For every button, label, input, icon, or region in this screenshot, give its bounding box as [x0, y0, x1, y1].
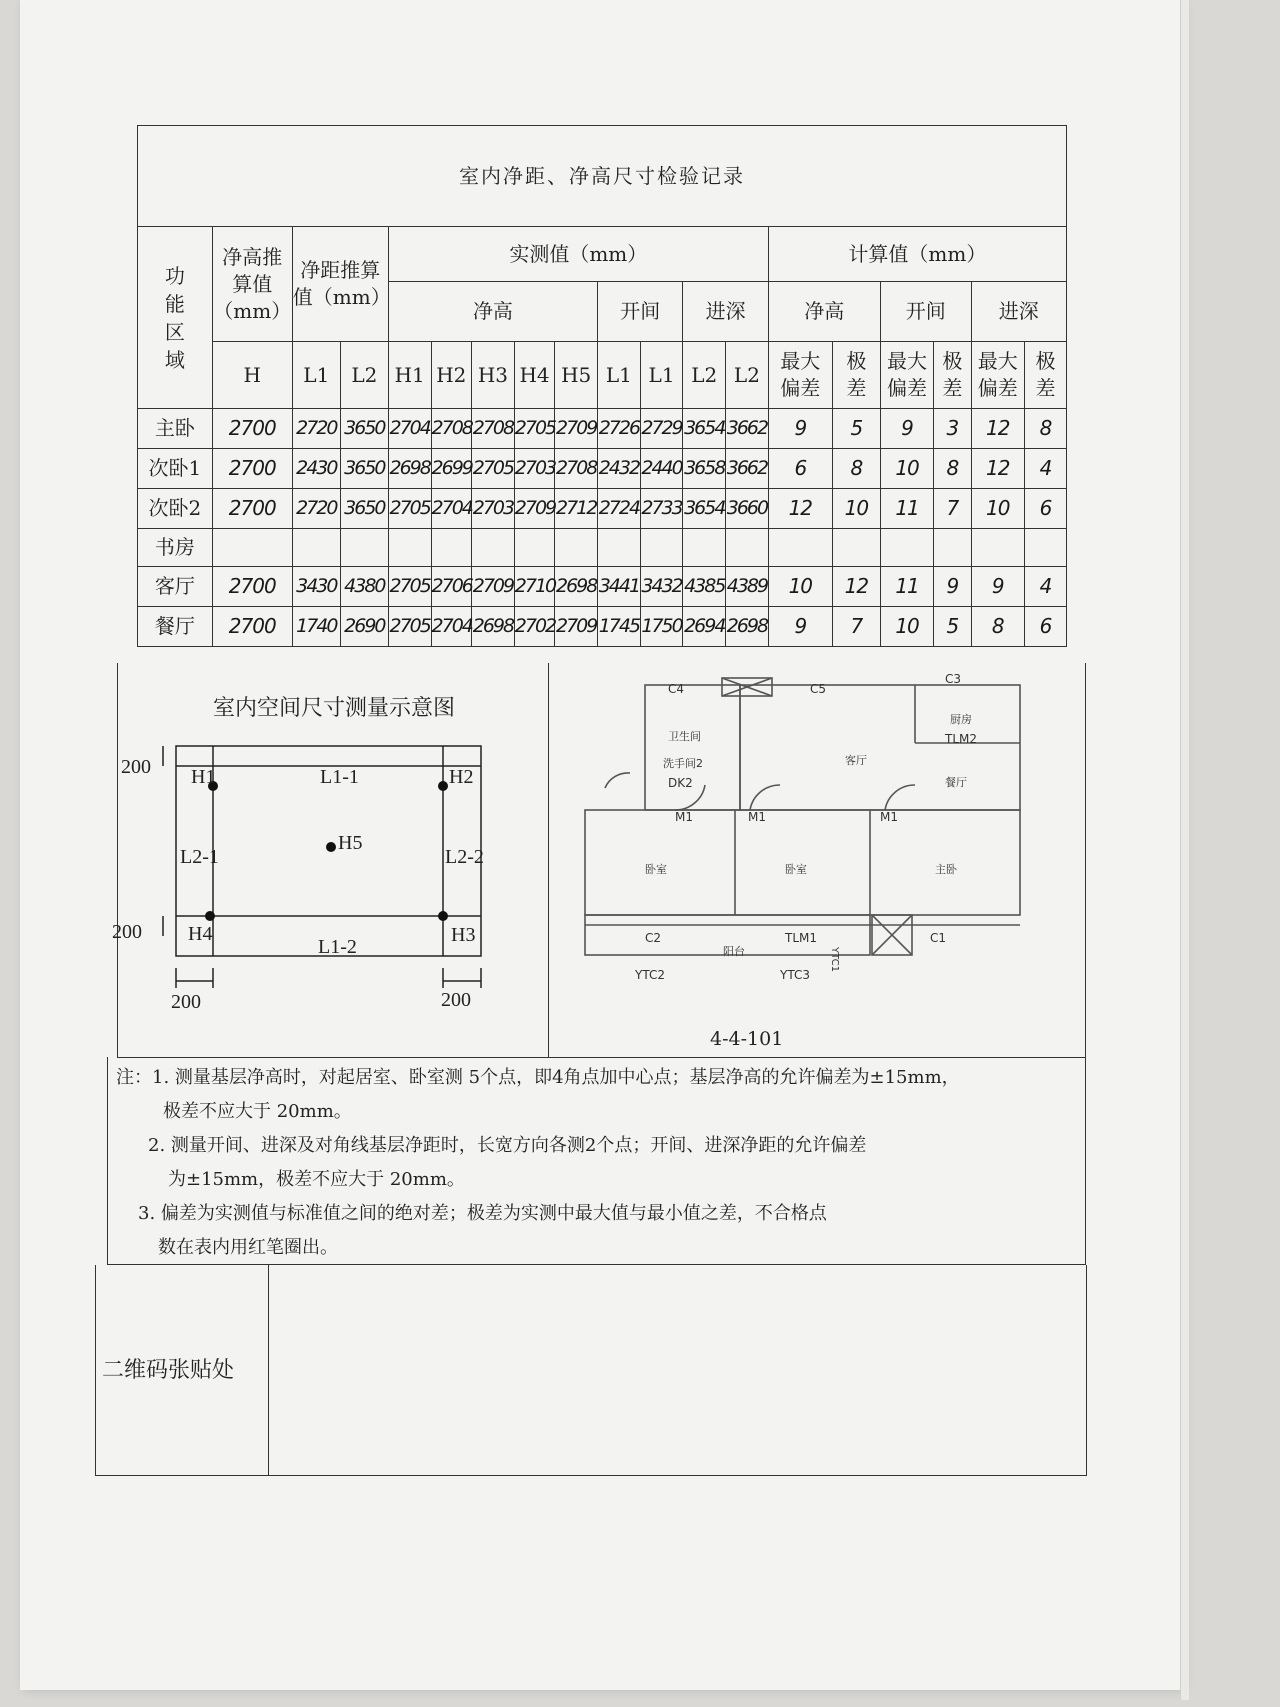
- plan-wash: 洗手间2: [663, 757, 703, 770]
- cell-value: 2710: [514, 567, 555, 607]
- note-3-line-1: 3. 偏差为实测值与标准值之间的绝对差；极差为实测中最大值与最小值之差，不合格点: [138, 1203, 827, 1224]
- cell-value: 2704: [431, 607, 472, 647]
- cell-value: 3654: [683, 409, 726, 449]
- cell-value: 2705: [388, 607, 431, 647]
- cell-value: 2702: [514, 607, 555, 647]
- cell-value: 5: [832, 409, 880, 449]
- cell-value: 3432: [640, 567, 683, 607]
- cell-value: 2709: [555, 607, 598, 647]
- cell-value: 2700: [212, 409, 292, 449]
- col-h: H: [212, 342, 292, 409]
- cell-value: 3430: [292, 567, 340, 607]
- cell-value: [934, 529, 971, 567]
- cell-value: [832, 529, 880, 567]
- cell-value: 2705: [514, 409, 555, 449]
- cell-value: 1750: [640, 607, 683, 647]
- header-l-est: 净距推算值（mm）: [292, 227, 388, 342]
- qr-code-area: [96, 1265, 269, 1475]
- dim-200-top: 200: [121, 756, 151, 778]
- plan-c2: C2: [645, 931, 662, 945]
- label-h5: H5: [338, 832, 363, 854]
- cell-value: 3650: [340, 449, 388, 489]
- cell-value: [880, 529, 933, 567]
- cell-value: 3660: [726, 489, 769, 529]
- cell-value: 2698: [472, 607, 515, 647]
- plan-caption: 4-4-101: [710, 1028, 784, 1050]
- dim-200-right: 200: [441, 989, 471, 1011]
- cell-value: 11: [880, 489, 933, 529]
- row-name: 书房: [138, 529, 213, 567]
- diagram-section: [112, 663, 1086, 1058]
- cell-value: 9: [768, 607, 832, 647]
- cell-value: 2706: [431, 567, 472, 607]
- cell-value: 2726: [598, 409, 641, 449]
- col-h1: H1: [388, 342, 431, 409]
- plan-balcony: 阳台: [723, 945, 745, 958]
- cell-value: 10: [880, 607, 933, 647]
- cell-value: 9: [880, 409, 933, 449]
- cell-value: 2690: [340, 607, 388, 647]
- cell-value: [472, 529, 515, 567]
- measurement-diagram-svg: [112, 663, 548, 1057]
- cell-value: 6: [1024, 607, 1066, 647]
- header-measured: 实测值（mm）: [388, 227, 768, 282]
- table-row: [138, 567, 1067, 607]
- cell-value: 7: [934, 489, 971, 529]
- cell-value: 9: [971, 567, 1024, 607]
- cell-value: 2708: [555, 449, 598, 489]
- plan-c1: C1: [930, 931, 947, 945]
- cell-value: 2705: [472, 449, 515, 489]
- cell-value: 2698: [555, 567, 598, 607]
- col-bay-maxdev: 最大偏差: [880, 342, 933, 409]
- plan-ytc2: YTC2: [635, 968, 665, 982]
- cell-value: 10: [971, 489, 1024, 529]
- cell-value: 2700: [212, 567, 292, 607]
- cell-value: 2440: [640, 449, 683, 489]
- cell-value: 9: [934, 567, 971, 607]
- cell-value: 2724: [598, 489, 641, 529]
- cell-value: 8: [971, 607, 1024, 647]
- point-h5: [326, 842, 336, 852]
- cell-value: [514, 529, 555, 567]
- cell-value: 2720: [292, 409, 340, 449]
- plan-master: 主卧: [935, 863, 957, 876]
- table-row: [138, 607, 1067, 647]
- cell-value: 2700: [212, 607, 292, 647]
- point-h3: [438, 911, 448, 921]
- header-calc-bay: 开间: [880, 282, 971, 342]
- plan-living: 客厅: [845, 754, 867, 767]
- cell-value: 2704: [388, 409, 431, 449]
- cell-value: 12: [971, 449, 1024, 489]
- cell-value: 2720: [292, 489, 340, 529]
- floor-plan: [550, 663, 1085, 1057]
- cell-value: 2729: [640, 409, 683, 449]
- plan-bedroom-2: 卧室: [785, 863, 807, 876]
- col-h5: H5: [555, 342, 598, 409]
- cell-value: 3650: [340, 409, 388, 449]
- cell-value: [292, 529, 340, 567]
- header-measured-bay: 开间: [598, 282, 683, 342]
- point-h4: [205, 911, 215, 921]
- cell-value: [1024, 529, 1066, 567]
- plan-dining: 餐厅: [945, 776, 967, 789]
- cell-value: 2699: [431, 449, 472, 489]
- inspection-table: [137, 125, 1067, 647]
- col-bay-l1b: L1: [640, 342, 683, 409]
- label-h1: H1: [191, 766, 216, 788]
- cell-value: 2709: [472, 567, 515, 607]
- col-l2: L2: [340, 342, 388, 409]
- col-depth-range: 极差: [1024, 342, 1066, 409]
- cell-value: [431, 529, 472, 567]
- col-h4: H4: [514, 342, 555, 409]
- cell-value: 6: [1024, 489, 1066, 529]
- note-3-line-2: 数在表内用红笔圈出。: [158, 1237, 338, 1258]
- cell-value: 2712: [555, 489, 598, 529]
- cell-value: 7: [832, 607, 880, 647]
- floor-plan-svg: [550, 663, 1085, 1057]
- signature-section: [95, 1265, 1087, 1476]
- note-2-line-2: 为±15mm，极差不应大于 20mm。: [168, 1169, 465, 1190]
- cell-value: 2709: [555, 409, 598, 449]
- plan-m1-b: M1: [748, 810, 766, 824]
- cell-value: 10: [768, 567, 832, 607]
- cell-value: 2430: [292, 449, 340, 489]
- col-height-maxdev: 最大偏差: [768, 342, 832, 409]
- cell-value: [340, 529, 388, 567]
- plan-bedroom-1: 卧室: [645, 863, 667, 876]
- col-bay-range: 极差: [934, 342, 971, 409]
- label-h4: H4: [188, 923, 213, 945]
- cell-value: 3654: [683, 489, 726, 529]
- label-l1-1: L1-1: [320, 766, 359, 788]
- cell-value: [971, 529, 1024, 567]
- cell-value: 2700: [212, 489, 292, 529]
- cell-value: 2698: [726, 607, 769, 647]
- row-name: 主卧: [138, 409, 213, 449]
- plan-toilet: 卫生间: [668, 730, 701, 743]
- cell-value: 8: [1024, 409, 1066, 449]
- cell-value: 2703: [472, 489, 515, 529]
- cell-value: 9: [768, 409, 832, 449]
- label-h3: H3: [451, 924, 476, 946]
- paper-stack-edge: [1180, 0, 1189, 1700]
- header-measured-depth: 进深: [683, 282, 768, 342]
- cell-value: [768, 529, 832, 567]
- cell-value: 2432: [598, 449, 641, 489]
- dim-200-bottom: 200: [112, 921, 142, 943]
- label-l1-2: L1-2: [318, 936, 357, 958]
- cell-value: 2708: [472, 409, 515, 449]
- note-1-line-2: 极差不应大于 20mm。: [163, 1101, 352, 1122]
- cell-value: 2705: [388, 567, 431, 607]
- plan-ytc1: YTC1: [829, 947, 840, 972]
- record-title: 室内净距、净高尺寸检验记录: [138, 126, 1067, 227]
- row-name: 客厅: [138, 567, 213, 607]
- col-depth-maxdev: 最大偏差: [971, 342, 1024, 409]
- cell-value: [640, 529, 683, 567]
- cell-value: [598, 529, 641, 567]
- table-row: [138, 449, 1067, 489]
- row-name: 餐厅: [138, 607, 213, 647]
- col-h3: H3: [472, 342, 515, 409]
- cell-value: 12: [832, 567, 880, 607]
- note-2-line-1: 2. 测量开间、进深及对角线基层净距时，长宽方向各测2个点；开间、进深净距的允许偏差: [148, 1135, 867, 1156]
- table-row: [138, 489, 1067, 529]
- cell-value: 2733: [640, 489, 683, 529]
- label-l2-2: L2-2: [445, 846, 484, 868]
- col-h2: H2: [431, 342, 472, 409]
- cell-value: 8: [934, 449, 971, 489]
- cell-value: 4: [1024, 449, 1066, 489]
- col-height-range: 极差: [832, 342, 880, 409]
- cell-value: 3662: [726, 409, 769, 449]
- row-name: 次卧1: [138, 449, 213, 489]
- cell-value: [388, 529, 431, 567]
- cell-value: 5: [934, 607, 971, 647]
- header-func-area: 功能区域: [138, 227, 213, 409]
- plan-m1-a: M1: [675, 810, 693, 824]
- cell-value: 3441: [598, 567, 641, 607]
- cell-value: 1745: [598, 607, 641, 647]
- plan-dk2: DK2: [668, 776, 693, 790]
- note-1-line-1: 注：1. 测量基层净高时，对起居室、卧室测 5个点，即4角点加中心点；基层净高的允许偏差为±15mm，: [116, 1067, 960, 1088]
- header-calc-height: 净高: [768, 282, 880, 342]
- header-calc-depth: 进深: [971, 282, 1066, 342]
- cell-value: 2709: [514, 489, 555, 529]
- cell-value: 2704: [431, 489, 472, 529]
- cell-value: 2705: [388, 489, 431, 529]
- cell-value: 4: [1024, 567, 1066, 607]
- cell-value: 2700: [212, 449, 292, 489]
- plan-c4: C4: [668, 682, 685, 696]
- plan-c3: C3: [945, 672, 962, 686]
- cell-value: 1740: [292, 607, 340, 647]
- col-bay-l1a: L1: [598, 342, 641, 409]
- cell-value: 12: [768, 489, 832, 529]
- header-measured-height: 净高: [388, 282, 597, 342]
- cell-value: 12: [971, 409, 1024, 449]
- data-rows: [138, 409, 1067, 647]
- col-l1: L1: [292, 342, 340, 409]
- plan-tlm1: TLM1: [785, 931, 818, 945]
- header-h-est: 净高推算值（mm）: [212, 227, 292, 342]
- cell-value: 2694: [683, 607, 726, 647]
- plan-ytc3: YTC3: [780, 968, 810, 982]
- plan-kitchen: 厨房: [950, 713, 972, 726]
- cell-value: 11: [880, 567, 933, 607]
- cell-value: 2703: [514, 449, 555, 489]
- col-depth-l2b: L2: [726, 342, 769, 409]
- cell-value: 3: [934, 409, 971, 449]
- cell-value: 8: [832, 449, 880, 489]
- table-row: [138, 529, 1067, 567]
- header-calculated: 计算值（mm）: [768, 227, 1066, 282]
- point-h2: [438, 781, 448, 791]
- label-l2-1: L2-1: [180, 846, 219, 868]
- cell-value: [683, 529, 726, 567]
- row-name: 次卧2: [138, 489, 213, 529]
- cell-value: 10: [880, 449, 933, 489]
- cell-value: 4385: [683, 567, 726, 607]
- cell-value: [212, 529, 292, 567]
- col-depth-l2a: L2: [683, 342, 726, 409]
- qr-code-label: 二维码张贴处: [102, 1358, 235, 1383]
- cell-value: 6: [768, 449, 832, 489]
- diagram-title: 室内空间尺寸测量示意图: [213, 696, 456, 721]
- cell-value: [555, 529, 598, 567]
- cell-value: 4389: [726, 567, 769, 607]
- measurement-diagram: [112, 663, 549, 1057]
- cell-value: [726, 529, 769, 567]
- cell-value: 3662: [726, 449, 769, 489]
- cell-value: 4380: [340, 567, 388, 607]
- cell-value: 3650: [340, 489, 388, 529]
- dim-200-left: 200: [171, 991, 201, 1013]
- plan-tlm2: TLM2: [945, 732, 978, 746]
- cell-value: 2698: [388, 449, 431, 489]
- cell-value: 3658: [683, 449, 726, 489]
- plan-m1-c: M1: [880, 810, 898, 824]
- cell-value: 10: [832, 489, 880, 529]
- cell-value: 2708: [431, 409, 472, 449]
- table-row: [138, 409, 1067, 449]
- plan-c5: C5: [810, 682, 827, 696]
- label-h2: H2: [449, 766, 474, 788]
- notes-section: [107, 1057, 1086, 1265]
